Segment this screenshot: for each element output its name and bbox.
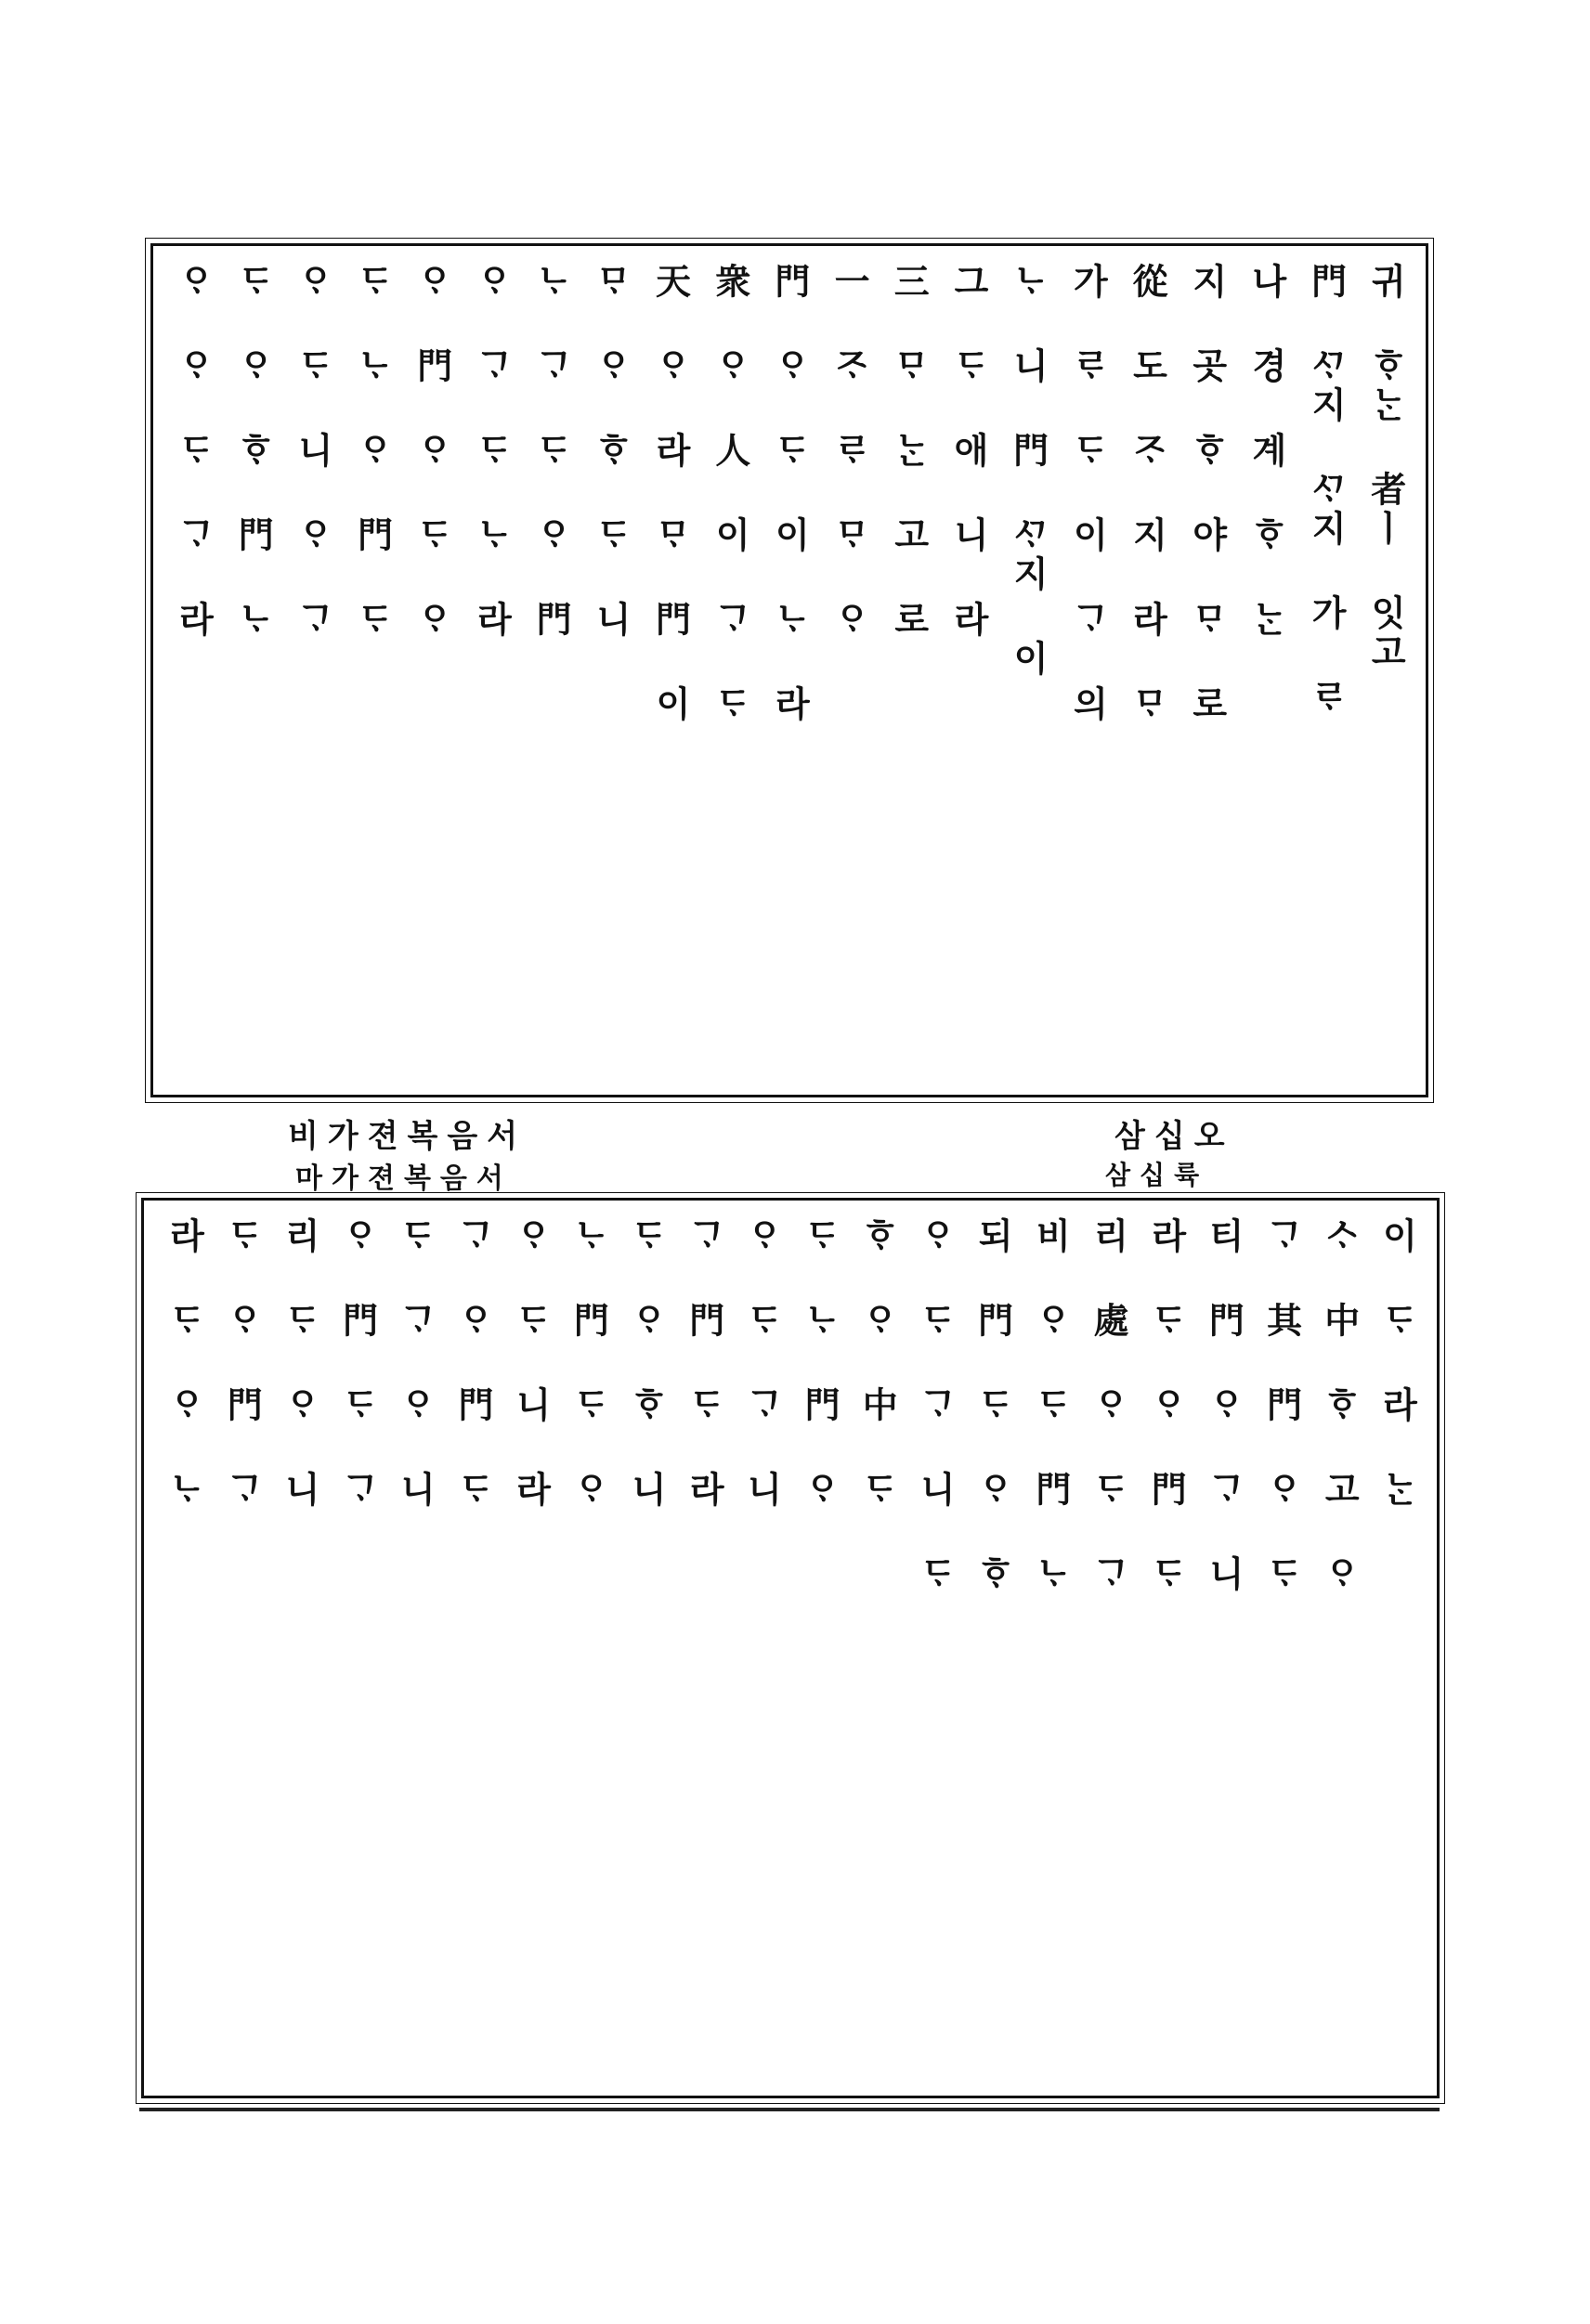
text-column: 비 ᄋᆞ ᄃᆞ 門 ᄂᆞ: [1029, 1217, 1072, 1594]
text-column: 티 門 ᄋᆞ ᄀᆞ 니: [1203, 1217, 1245, 1594]
bottom-text-panel: [141, 1198, 1440, 2098]
text-column: 門 ᄭᆞ지 ᄭᆞ지 가 ᄅᆞ: [1305, 263, 1348, 718]
text-column: 되 門 ᄃᆞ ᄋᆞ ᄒᆞ: [971, 1217, 1014, 1594]
text-column: ᄋᆞ ᄃᆞ ᄀᆞ 니: [740, 1217, 783, 1510]
text-column: ᄃᆞ ᄂᆞ 門 ᄋᆞ: [799, 1217, 841, 1510]
text-column: ᄋᆞ 門 ᄋᆞ ᄃᆞ ᄋᆞ: [411, 263, 453, 640]
page-number-upper: 삼십오: [1114, 1118, 1234, 1155]
text-column: ᄃᆞ ᄋᆞ ᄒᆞ 門 ᄂᆞ: [232, 263, 275, 640]
text-column: ᄒᆞ ᄋᆞ 中 ᄃᆞ: [856, 1217, 899, 1510]
text-column: 리 處 ᄋᆞ ᄃᆞ ᄀᆞ: [1088, 1217, 1129, 1594]
text-column: ᄆᆞ ᄋᆞ ᄒᆞ ᄃᆞ 니: [590, 263, 632, 640]
text-column: 지 곳 ᄒᆞ 야 ᄆᆞ 로: [1186, 263, 1229, 724]
text-column: ᄋᆞ ᄃᆞ 니 ᄋᆞ ᄀᆞ: [292, 263, 334, 640]
text-column: ᄃᆞ ᄂᆞ ᄋᆞ 門 ᄃᆞ: [351, 263, 394, 640]
text-column: 衆 ᄋᆞ 人 이 ᄀᆞ ᄃᆞ: [709, 263, 751, 724]
text-column: ᄋᆞ ᄃᆞ 니 라: [510, 1217, 553, 1510]
text-column: 門 ᄋᆞ ᄃᆞ 이 ᄂᆞ 라: [768, 263, 811, 724]
text-column: 가 ᄅᆞ ᄃᆞ 이 ᄀᆞ 의: [1066, 263, 1109, 724]
text-column: 라 ᄃᆞ ᄋᆞ 門 ᄃᆞ: [1145, 1217, 1188, 1594]
text-column: 그 ᄃᆞ 애 니 라: [947, 263, 990, 640]
top-columns: [172, 263, 1407, 1078]
text-column: ᄂᆞ 니 門 ᄭᆞ지 이: [1007, 263, 1049, 679]
top-text-panel: [150, 243, 1428, 1097]
text-column: ᄃᆞ ᄀᆞ ᄋᆞ 니: [394, 1217, 437, 1510]
text-column: 三 ᄆᆞ ᄂᆞᆫ 고 로: [888, 263, 931, 640]
text-column: 從 도 ᄌᆞ 지 라 ᄆᆞ: [1127, 263, 1168, 724]
text-column: 天 ᄋᆞ 라 ᄆᆞ 門 이: [649, 263, 692, 724]
running-header-left: 비가젼복음서: [288, 1118, 528, 1155]
text-column: ᄋᆞ 門 ᄃᆞ ᄀᆞ: [336, 1217, 379, 1510]
page-number-lower: 삼십륙: [1105, 1160, 1209, 1190]
text-column: ᄀᆞ 其 門 ᄋᆞ ᄃᆞ: [1260, 1217, 1303, 1594]
text-column: ᄂᆞ 門 ᄃᆞ ᄋᆞ: [567, 1217, 610, 1510]
text-column: ᄀᆞ 門 ᄃᆞ 라: [683, 1217, 725, 1510]
text-column: ᄂᆞ ᄀᆞ ᄃᆞ ᄋᆞ 門: [530, 263, 573, 640]
text-column: ᄋᆞ ᄋᆞ ᄃᆞ ᄀᆞ 라: [173, 263, 215, 640]
text-column: ᄉᆞ 中 ᄒᆞ 고 ᄋᆞ: [1318, 1217, 1361, 1594]
text-column: 一 ᄌᆞ ᄅᆞ ᄆᆞ ᄋᆞ: [828, 263, 871, 640]
running-header-left-lower: 마가젼복음서: [295, 1162, 513, 1195]
text-column: 리 ᄃᆞ ᄋᆞ 니: [279, 1217, 321, 1510]
text-column: 나 경 계 ᄒᆞ ᄂᆞᆫ: [1245, 263, 1288, 640]
bottom-columns: [163, 1217, 1418, 2079]
text-column: 귀 ᄒᆞᄂᆞᆫ 者ㅣ 잇고: [1364, 263, 1407, 672]
text-column: ᄋᆞ ᄀᆞ ᄃᆞ ᄂᆞ 라: [470, 263, 513, 640]
text-column: ᄋᆞ ᄃᆞ ᄀᆞ 니 ᄃᆞ: [914, 1217, 957, 1594]
text-column: ᄃᆞ ᄋᆞ ᄒᆞ 니: [625, 1217, 668, 1510]
text-column: 이 ᄃᆞ 라 ᄂᆞᆫ: [1375, 1217, 1418, 1510]
text-column: ᄃᆞ ᄋᆞ 門 ᄀᆞ: [221, 1217, 264, 1510]
page-bottom-rule: [139, 2108, 1440, 2111]
text-column: ᄀᆞ ᄋᆞ 門 ᄃᆞ: [451, 1217, 494, 1510]
text-column: 라 ᄃᆞ ᄋᆞ ᄂᆞ: [163, 1217, 205, 1510]
